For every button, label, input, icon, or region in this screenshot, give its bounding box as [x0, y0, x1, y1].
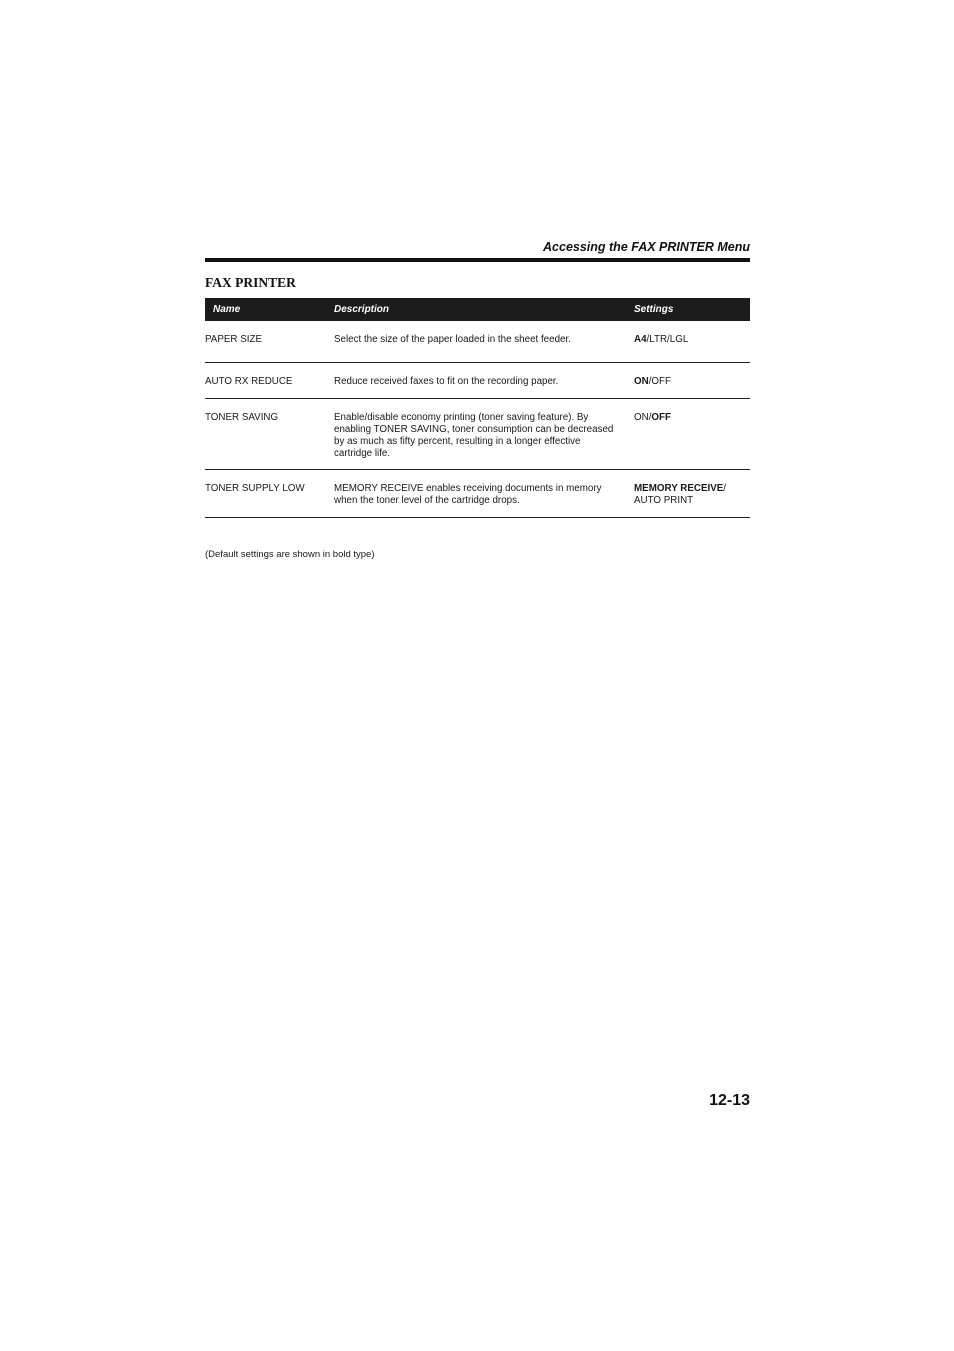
- column-header-description: Description: [334, 304, 390, 315]
- other-settings: /: [723, 483, 727, 494]
- table-row: [205, 363, 750, 399]
- page-number: 12-13: [709, 1092, 750, 1109]
- default-setting: A4: [634, 334, 647, 345]
- row-description: Enable/disable economy printing (toner saving feature). By enabling TONER SAVING, toner consumption can be decreased by as much as fifty percent, resulting in a longer effective cartridge life.: [334, 412, 614, 459]
- default-setting: OFF: [651, 412, 672, 423]
- row-settings: [634, 412, 750, 424]
- table-row: [205, 399, 750, 470]
- table-row: [205, 321, 750, 363]
- row-settings: [634, 376, 750, 388]
- table-header: [205, 298, 750, 321]
- header-rule: [205, 258, 750, 262]
- row-description: Select the size of the paper loaded in the sheet feeder.: [334, 334, 571, 345]
- column-header-name: Name: [213, 304, 241, 315]
- row-description: Reduce received faxes to fit on the recording paper.: [334, 376, 559, 387]
- other-settings-line2: AUTO PRINT: [634, 495, 694, 506]
- row-description: MEMORY RECEIVE enables receiving documents in memory when the toner level of the cartridge drops.: [334, 483, 602, 506]
- row-settings: [634, 483, 750, 507]
- row-name: TONER SAVING: [205, 412, 279, 423]
- running-head: Accessing the FAX PRINTER Menu: [543, 240, 750, 254]
- default-setting: MEMORY RECEIVE: [634, 483, 724, 494]
- other-settings: /OFF: [648, 376, 672, 387]
- row-settings: [634, 334, 750, 346]
- other-settings: ON/: [634, 412, 652, 423]
- row-name: AUTO RX REDUCE: [205, 376, 293, 387]
- row-name: PAPER SIZE: [205, 334, 262, 345]
- section-title: FAX PRINTER: [205, 275, 296, 290]
- settings-table: [205, 298, 750, 518]
- default-setting: ON: [634, 376, 649, 387]
- column-header-settings: Settings: [634, 304, 674, 315]
- row-name: TONER SUPPLY LOW: [205, 483, 305, 494]
- other-settings: /LTR/LGL: [646, 334, 689, 345]
- footnote: (Default settings are shown in bold type): [205, 549, 375, 560]
- table-row: [205, 470, 750, 518]
